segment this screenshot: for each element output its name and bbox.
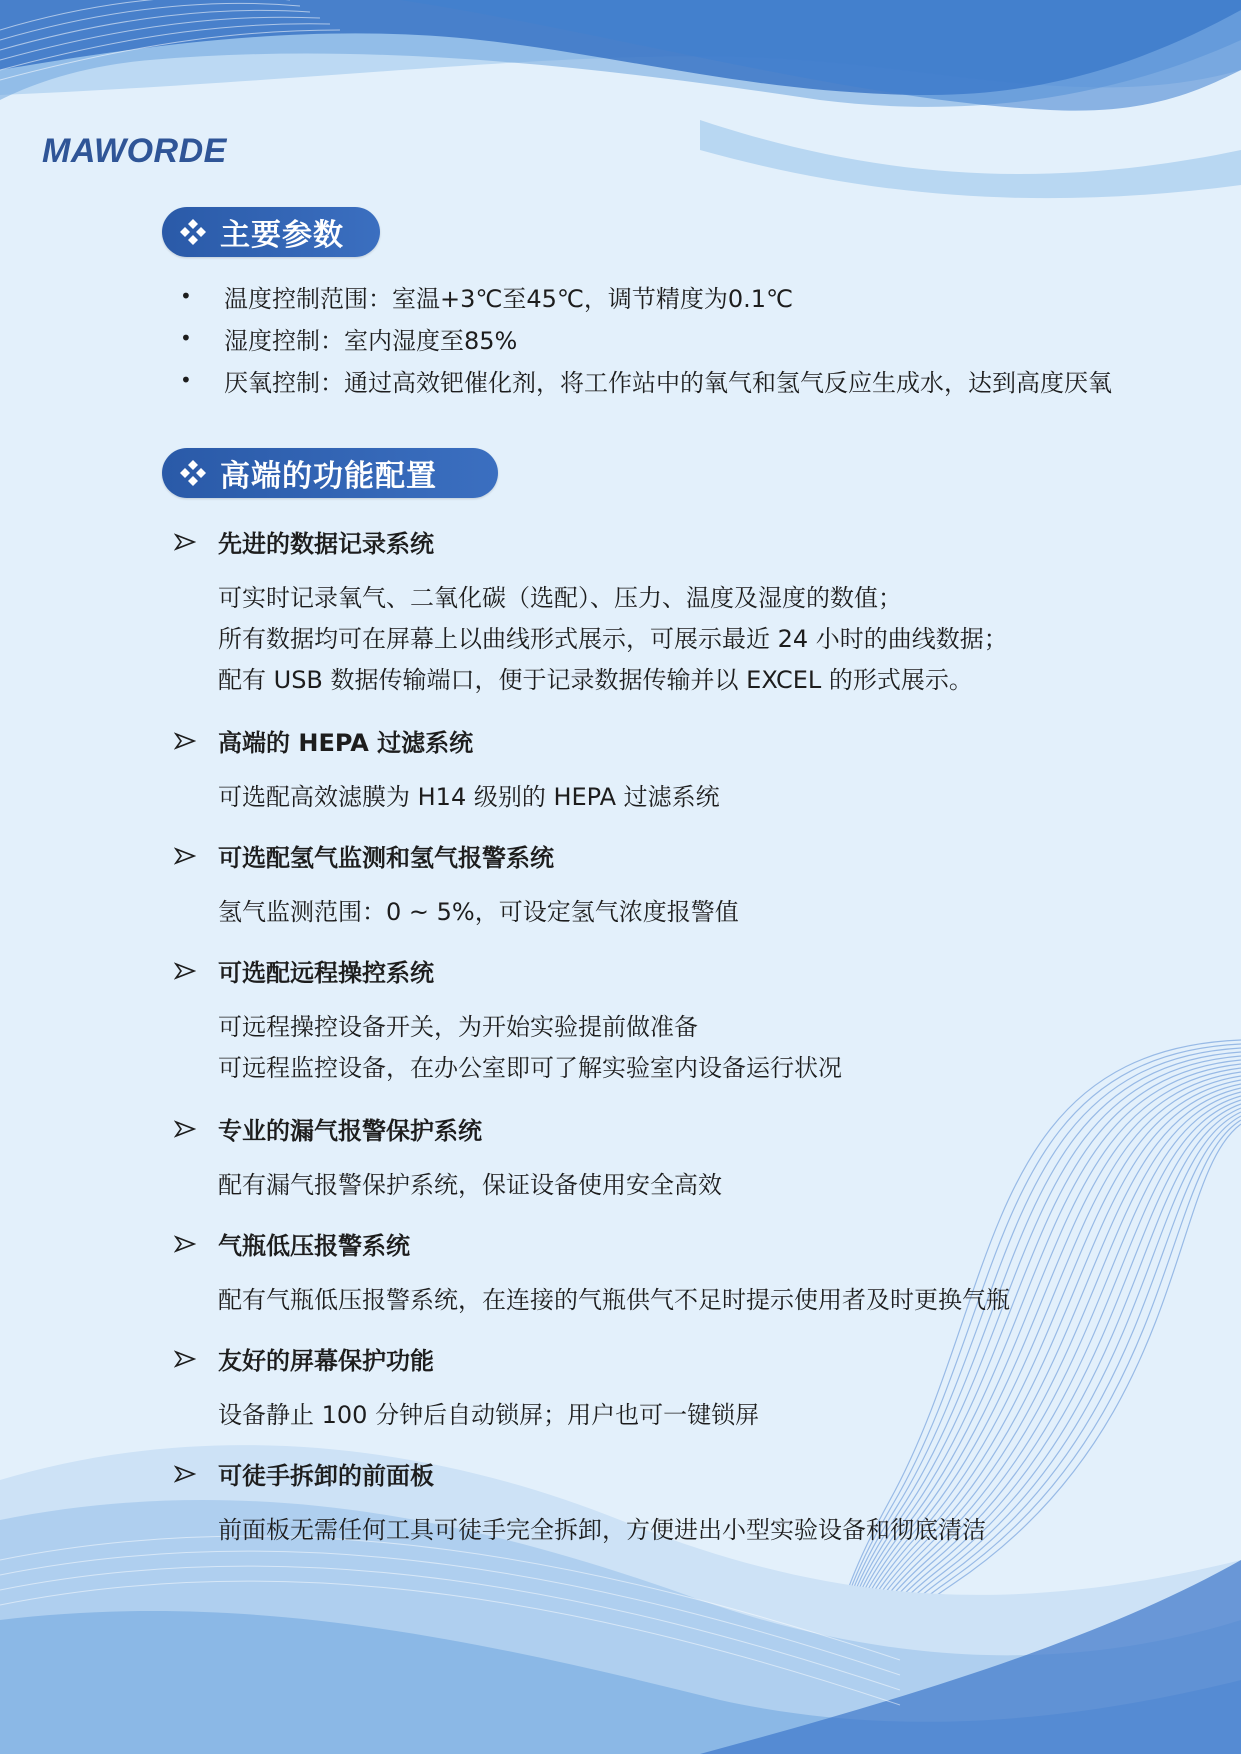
param-text: 温度控制范围：室温+3℃至45℃，调节精度为0.1℃ [224, 284, 793, 313]
arrowhead-bullet-icon [174, 847, 196, 865]
section-header-features [162, 448, 498, 498]
feature-title: 先进的数据记录系统 [174, 524, 434, 559]
feature-description [218, 1165, 722, 1206]
bullet-dot-icon: • [180, 368, 192, 392]
description-line: 配有 USB 数据传输端口，便于记录数据传输并以 EXCEL 的形式展示。 [218, 666, 973, 694]
feature-description [218, 892, 739, 933]
param-text: 湿度控制：室内湿度至85% [224, 326, 518, 355]
feature-description [218, 777, 720, 818]
bullet-dot-icon: • [180, 284, 192, 308]
param-text: 厌氧控制：通过高效钯催化剂，将工作站中的氧气和氢气反应生成水，达到高度厌氧 [224, 368, 1112, 397]
feature-title: 友好的屏幕保护功能 [174, 1341, 434, 1376]
brand-logo-text: MAWORDE [42, 132, 227, 170]
four-diamond-icon [178, 217, 208, 247]
description-line: 前面板无需任何工具可徒手完全拆卸，方便进出小型实验设备和彻底清洁 [218, 1516, 986, 1544]
description-line: 可选配高效滤膜为 H14 级别的 HEPA 过滤系统 [218, 783, 720, 811]
description-line: 配有漏气报警保护系统，保证设备使用安全高效 [218, 1171, 722, 1199]
list-item [180, 275, 1112, 317]
description-line: 设备静止 100 分钟后自动锁屏；用户也可一键锁屏 [218, 1401, 760, 1429]
four-diamond-icon [178, 458, 208, 488]
arrowhead-bullet-icon [174, 1235, 196, 1253]
description-line: 可远程操控设备开关，为开始实验提前做准备 [218, 1013, 698, 1041]
feature-description [218, 1510, 986, 1551]
bullet-dot-icon: • [180, 326, 192, 350]
feature-description [218, 1007, 842, 1089]
feature-description [218, 578, 1008, 701]
description-line: 所有数据均可在屏幕上以曲线形式展示，可展示最近 24 小时的曲线数据； [218, 625, 1008, 653]
section-title: 主要参数 [220, 218, 344, 253]
arrowhead-bullet-icon [174, 533, 196, 551]
feature-description [218, 1395, 759, 1436]
description-line: 配有气瓶低压报警系统，在连接的气瓶供气不足时提示使用者及时更换气瓶 [218, 1286, 1010, 1314]
feature-title: 可选配远程操控系统 [174, 953, 434, 988]
params-list [180, 275, 1112, 401]
arrowhead-bullet-icon [174, 732, 196, 750]
list-item [180, 359, 1112, 401]
arrowhead-bullet-icon [174, 1350, 196, 1368]
feature-title: 气瓶低压报警系统 [174, 1226, 410, 1261]
description-line: 氢气监测范围：0 ~ 5%，可设定氢气浓度报警值 [218, 898, 739, 926]
feature-title: 高端的 HEPA 过滤系统 [174, 723, 473, 758]
list-item [180, 317, 1112, 359]
arrowhead-bullet-icon [174, 962, 196, 980]
arrowhead-bullet-icon [174, 1120, 196, 1138]
section-title: 高端的功能配置 [220, 459, 437, 494]
section-header-params [162, 207, 380, 257]
description-line: 可远程监控设备，在办公室即可了解实验室内设备运行状况 [218, 1054, 842, 1082]
description-line: 可实时记录氧气、二氧化碳（选配）、压力、温度及湿度的数值； [218, 584, 902, 612]
feature-description [218, 1280, 1010, 1321]
arrowhead-bullet-icon [174, 1465, 196, 1483]
feature-title: 可选配氢气监测和氢气报警系统 [174, 838, 554, 873]
feature-title: 专业的漏气报警保护系统 [174, 1111, 482, 1146]
feature-title: 可徒手拆卸的前面板 [174, 1456, 434, 1491]
